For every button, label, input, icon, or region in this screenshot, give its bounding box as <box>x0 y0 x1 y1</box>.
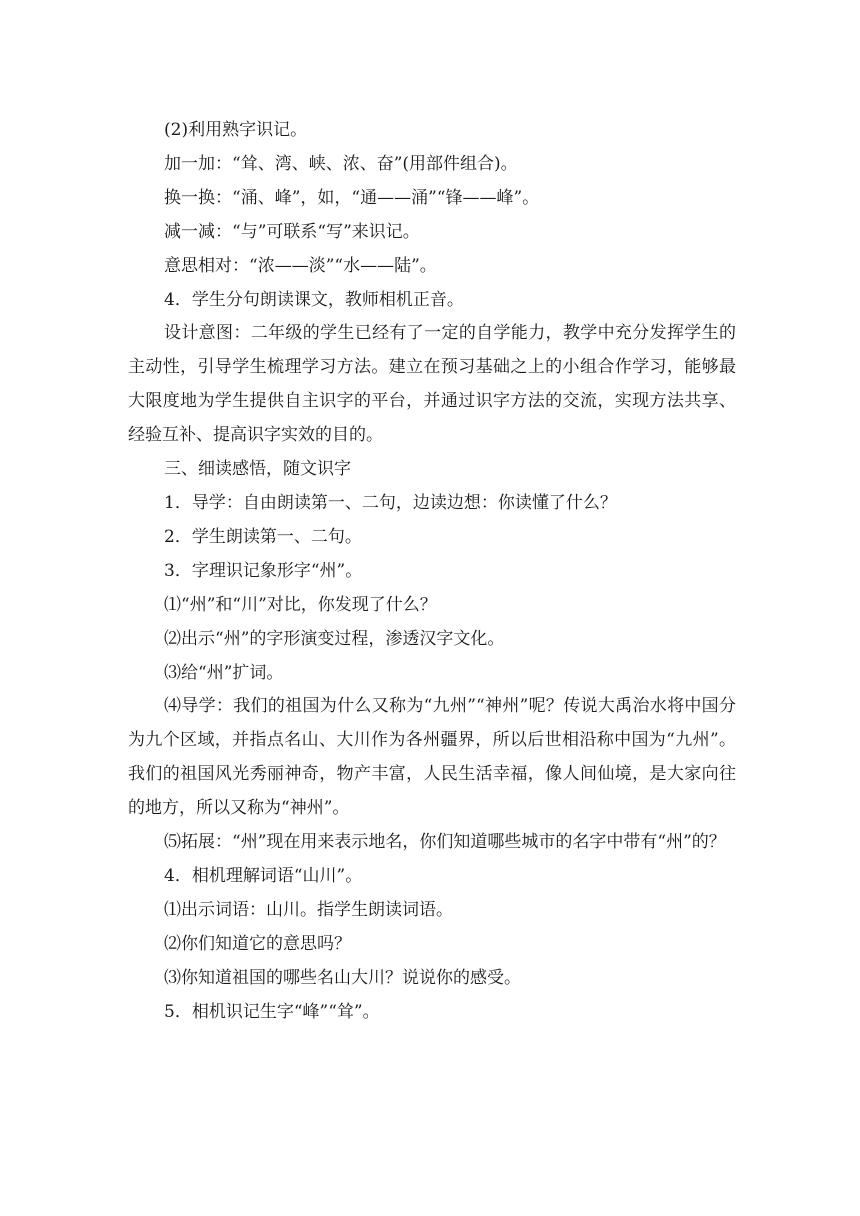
paragraph-add-method: 加一加：“耸、湾、峡、浓、奋”(用部件组合)。 <box>164 153 518 174</box>
paragraph-sub-5-extend: ⑸拓展：“州”现在用来表示地名，你们知道哪些城市的名字中带有“州”的？ <box>164 832 726 853</box>
paragraph-step-4-reading: 4．学生分句朗读课文，教师相机正音。 <box>164 289 464 310</box>
paragraph-step-2-read: 2．学生朗读第一、二句。 <box>164 526 362 547</box>
paragraph-swap-method: 换一换：“涌、峰”，如，“通——涌”“锋——峰”。 <box>164 187 540 208</box>
paragraph-sub-2-meaning: ⑵你们知道它的意思吗？ <box>164 933 351 954</box>
paragraph-step-5-new-chars: 5．相机识记生字“峰”“耸”。 <box>164 1001 380 1022</box>
paragraph-sub-2-evolution: ⑵出示“州”的字形演变过程，渗透汉字文化。 <box>164 628 505 649</box>
section-heading-3: 三、细读感悟，随文识字 <box>164 459 351 480</box>
paragraph-method-familiar-chars: (2)利用熟字识记。 <box>164 120 308 140</box>
paragraph-sub-4-jiuzhou: ⑷导学：我们的祖国为什么又称为“九州”“神州”呢？传说大禹治水将中国分为九个区域，并指点名山、大川作为各州疆界，所以后世相沿称中国为“九州”。我们的祖国风光秀丽神奇，物产丰富，人民生活幸福，像人间仙境，是大家向往的地方，所以又称为“神州”。 <box>128 696 736 819</box>
paragraph-step-1-guide: 1．导学：自由朗读第一、二句，边读边想：你读懂了什么？ <box>164 492 617 513</box>
paragraph-opposite-meaning: 意思相对：“浓——淡”“水——陆”。 <box>164 255 437 276</box>
paragraph-sub-3-mountains: ⑶你知道祖国的哪些名山大川？说说你的感受。 <box>164 967 521 988</box>
document-body <box>128 114 736 1029</box>
paragraph-subtract-method: 减一减：“与”可联系“写”来识记。 <box>164 221 420 242</box>
paragraph-step-3-zhou: 3．字理识记象形字“州”。 <box>164 560 363 581</box>
paragraph-sub-3-expand: ⑶给“州”扩词。 <box>164 662 284 683</box>
paragraph-step-4-shanchuan: 4．相机理解词语“山川”。 <box>164 865 363 886</box>
paragraph-design-intent: 设计意图：二年级的学生已经有了一定的自学能力，教学中充分发挥学生的主动性，引导学生梳理学习方法。建立在预习基础之上的小组合作学习，能够最大限度地为学生提供自主识字的平台，并通过识字方法的交流，实现方法共享、经验互补、提高识字实效的目的。 <box>128 323 736 446</box>
paragraph-sub-1-show-word: ⑴出示词语：山川。指学生朗读词语。 <box>164 899 453 920</box>
paragraph-sub-1-compare: ⑴“州”和“川”对比，你发现了什么？ <box>164 594 437 615</box>
